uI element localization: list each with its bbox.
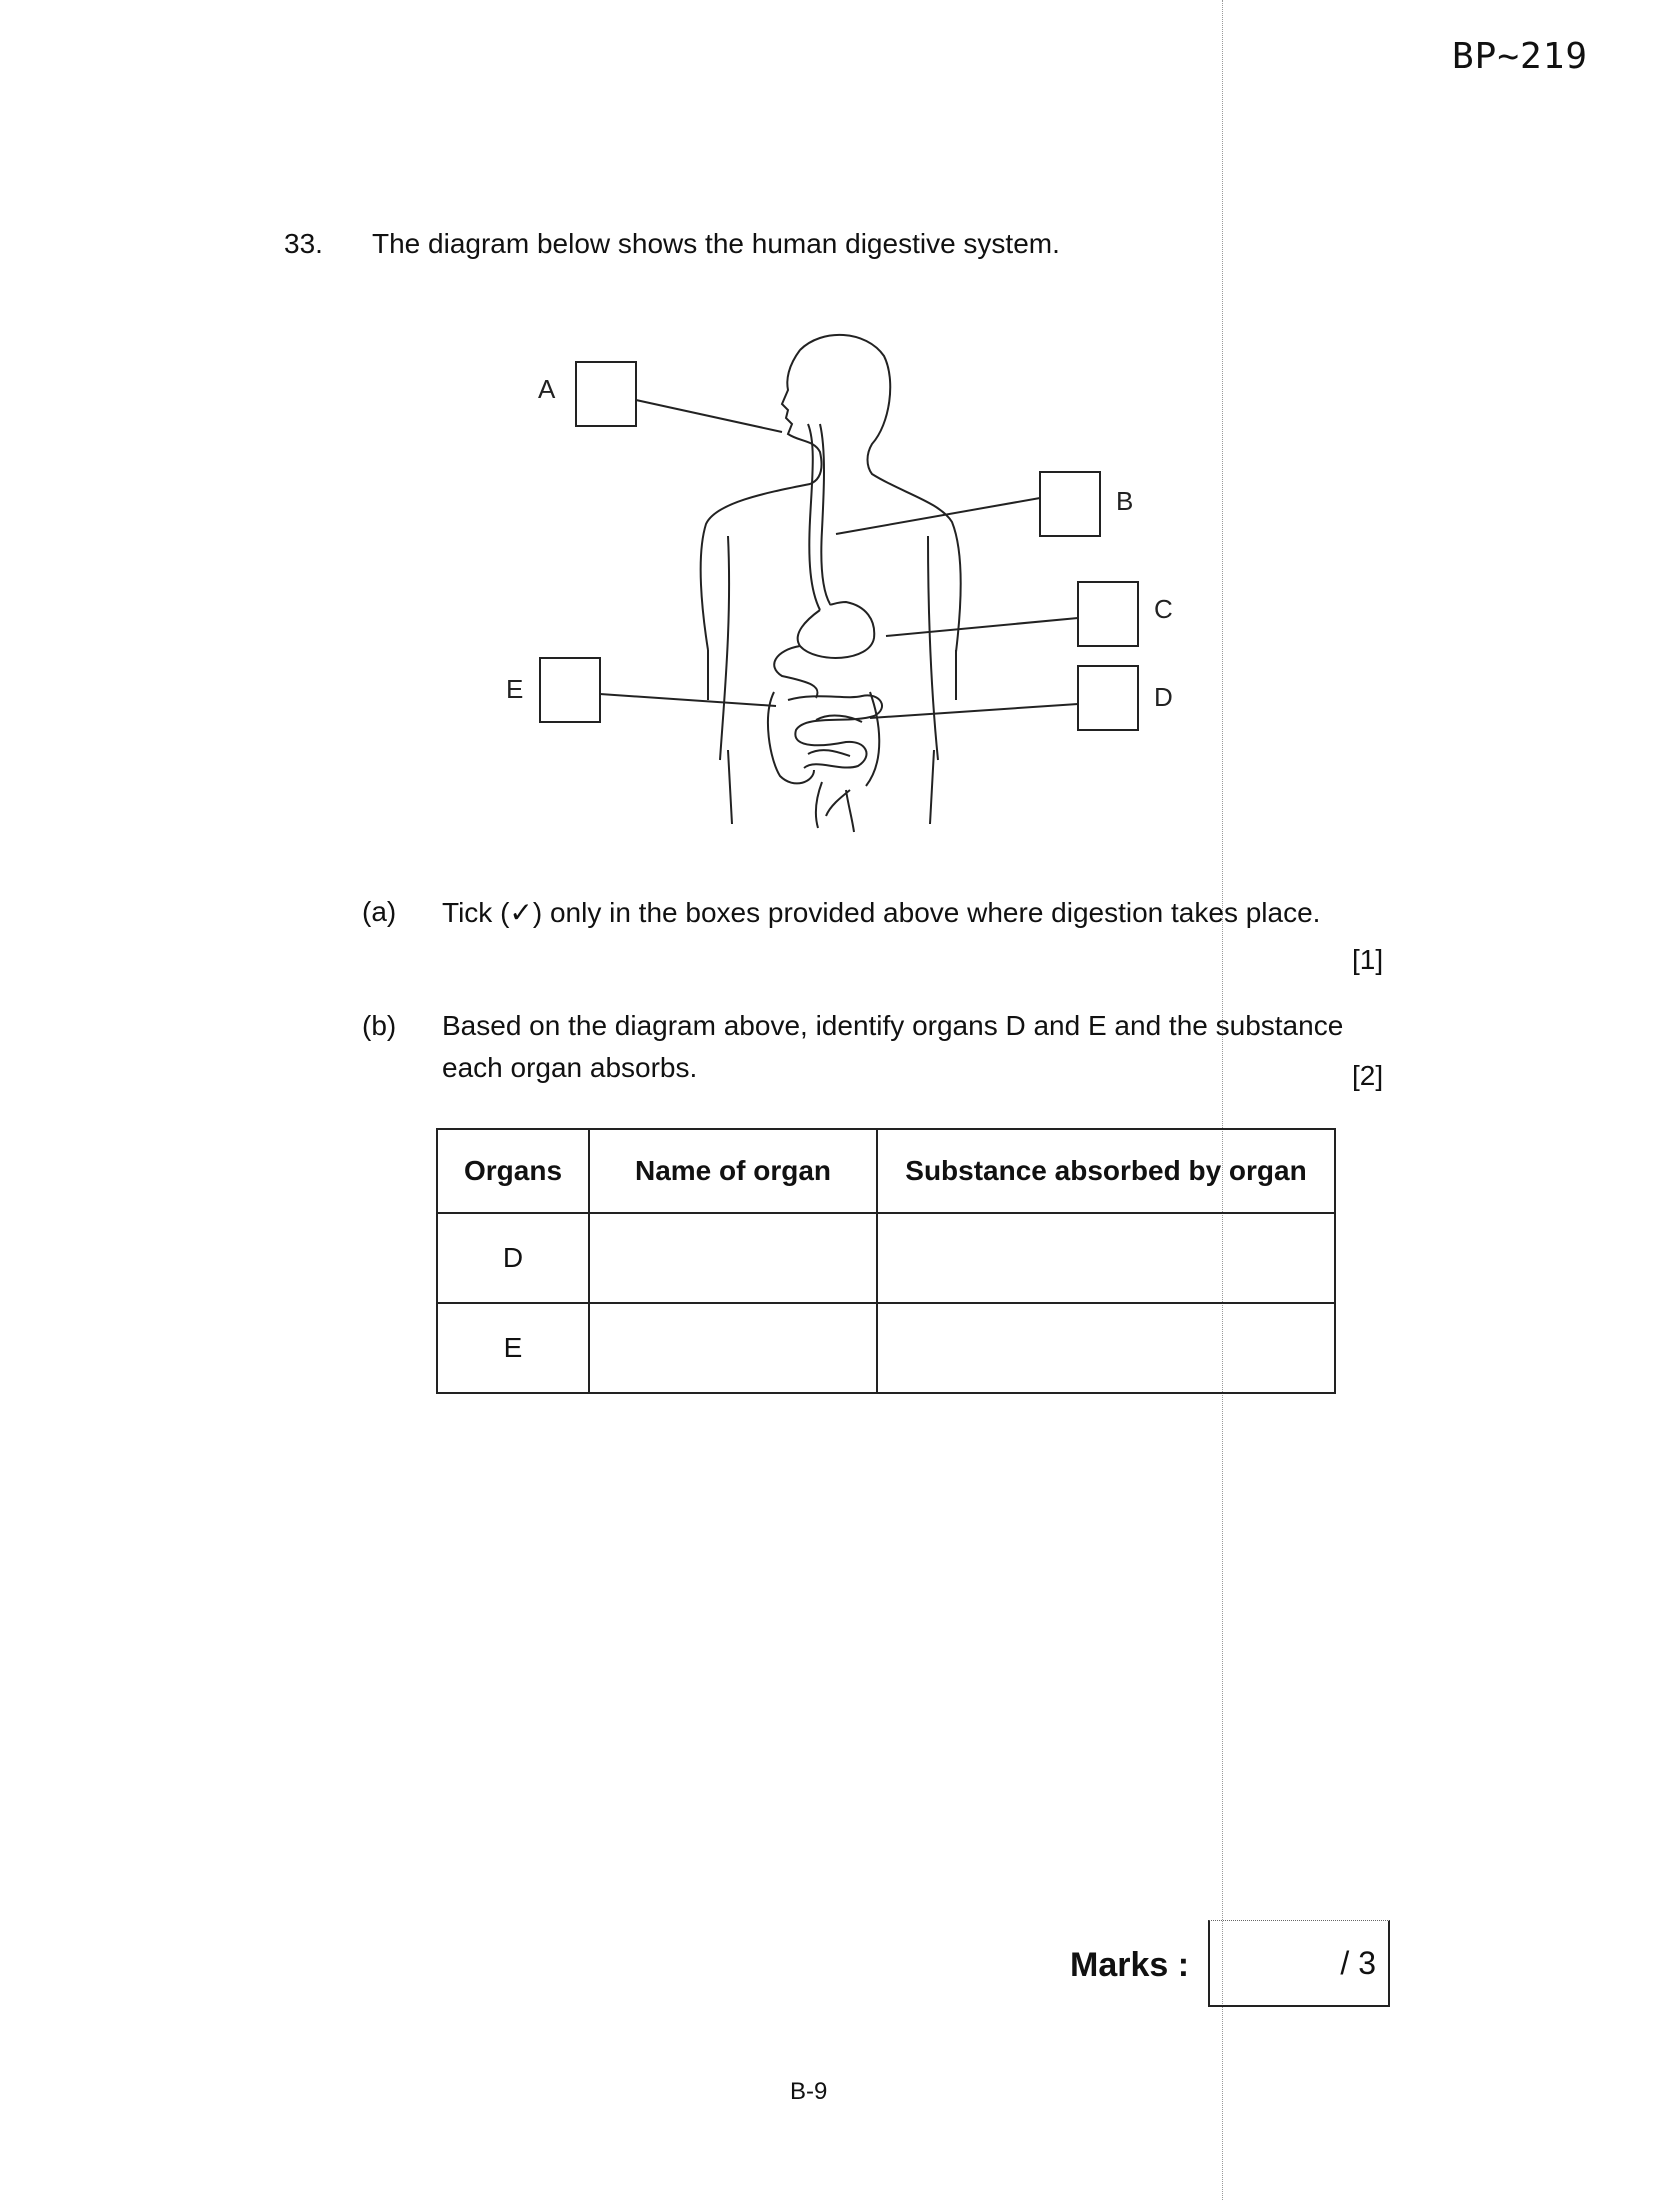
- leader-a: [636, 400, 782, 432]
- organ-cell: E: [437, 1303, 589, 1393]
- label-c: C: [1154, 594, 1173, 624]
- digestive-system-diagram: [470, 320, 1230, 840]
- marks-total: / 3: [1340, 1945, 1376, 1981]
- box-b: [1040, 472, 1100, 536]
- box-a: [576, 362, 636, 426]
- part-b-label: (b): [362, 1010, 397, 1041]
- header-name: Name of organ: [589, 1129, 877, 1213]
- organs-table: [436, 1128, 1336, 1394]
- stomach: [798, 602, 875, 658]
- part-b-marks: [2]: [1352, 1060, 1384, 1091]
- substance-answer-cell[interactable]: [877, 1303, 1335, 1393]
- label-e: E: [506, 674, 524, 704]
- label-a: A: [538, 374, 556, 404]
- marks-box[interactable]: [1208, 1920, 1390, 2007]
- part-b-line1: Based on the diagram above, identify organs D and E and the substance: [442, 1010, 1344, 1041]
- paper-code: BP~219: [1452, 36, 1589, 77]
- part-a-label: (a): [362, 896, 397, 927]
- torso-left: [720, 536, 732, 824]
- label-b: B: [1116, 486, 1134, 516]
- torso-right: [928, 536, 938, 824]
- leader-e: [600, 694, 776, 706]
- leader-b: [836, 498, 1040, 534]
- label-d: D: [1154, 682, 1173, 712]
- box-d: [1078, 666, 1138, 730]
- box-e: [540, 658, 600, 722]
- question-number: 33.: [284, 228, 323, 259]
- table-header-row: [437, 1129, 1335, 1213]
- body-outline: [701, 335, 961, 700]
- header-substance: Substance absorbed by organ: [877, 1129, 1335, 1213]
- name-answer-cell[interactable]: [589, 1303, 877, 1393]
- question-text: The diagram below shows the human digestive system.: [372, 228, 1060, 259]
- part-a-marks: [1]: [1352, 944, 1384, 975]
- name-answer-cell[interactable]: [589, 1213, 877, 1303]
- part-a-text: Tick (✓) only in the boxes provided above where digestion takes place.: [442, 897, 1321, 928]
- leader-d: [870, 704, 1078, 718]
- page-number: B-9: [790, 2078, 828, 2105]
- substance-answer-cell[interactable]: [877, 1213, 1335, 1303]
- box-c: [1078, 582, 1138, 646]
- intestines: [768, 646, 882, 832]
- header-organs: Organs: [437, 1129, 589, 1213]
- table-row: [437, 1303, 1335, 1393]
- part-b-line2: each organ absorbs.: [442, 1052, 698, 1083]
- marks-label: Marks :: [1070, 1946, 1190, 1984]
- table-row: [437, 1213, 1335, 1303]
- leader-c: [886, 618, 1078, 636]
- organ-cell: D: [437, 1213, 589, 1303]
